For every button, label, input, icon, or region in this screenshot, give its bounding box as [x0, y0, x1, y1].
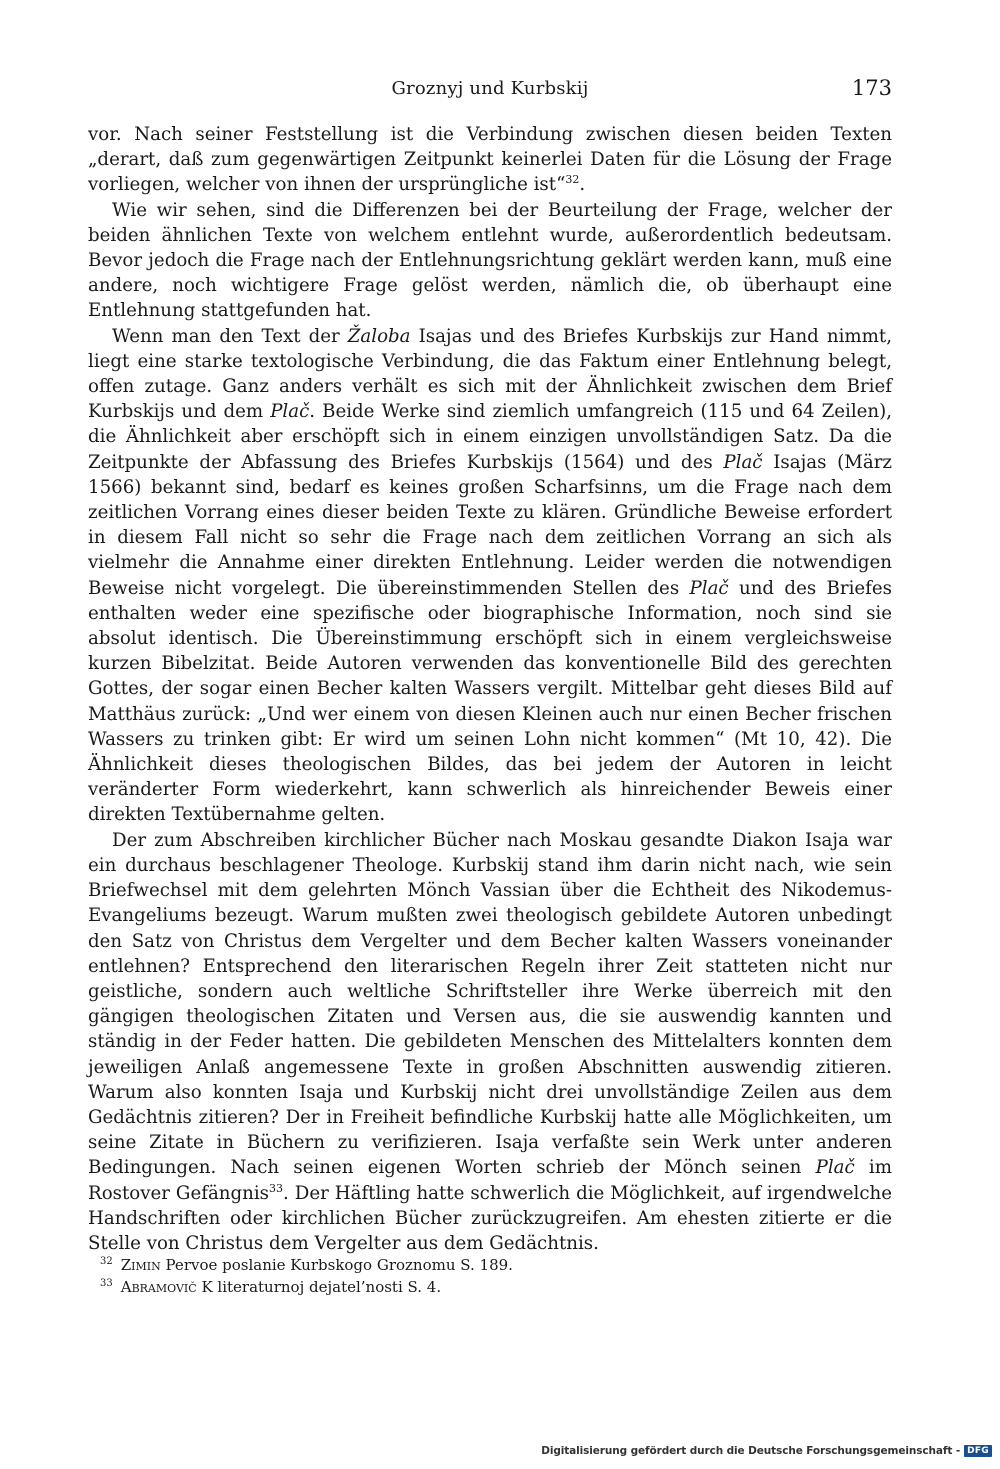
- running-title: Groznyj und Kurbskij: [391, 78, 589, 99]
- dfg-logo: DFG: [964, 1445, 992, 1457]
- paragraph-3: [88, 324, 892, 828]
- footnote-text: K literaturnoj dejatel’nosti S. 4.: [196, 1278, 442, 1296]
- footnote-author: Abramovič: [120, 1278, 197, 1296]
- paragraph-4-text-c: . Der Häftling hatte schwerlich die Möglichkeit, auf irgendwelche Handschriften oder kirchlichen Bücher zurückzugreifen. Am ehesten zitierte er die Stelle von Christus dem Vergelter aus dem Gedächtnis.: [88, 1182, 892, 1254]
- digitization-notice: [541, 1443, 992, 1459]
- paragraph-1: [88, 122, 892, 198]
- footnote-32: [100, 1254, 892, 1276]
- paragraph-3-text-d: Isajas (März 1566) bekannt sind, bedarf es keines großen Scharfsinns, um die Frage nach dem zeitlichen Vorrang eines dieser beiden Texte zu klären. Gründliche Beweise erfordert in diesem Fall nicht so sehr die Frage nach dem zeitlichen Vorrang an sich als vielmehr die Annahme einer direkten Entlehnung. Leider werden die notwendigen Beweise nicht vorgelegt. Die übereinstimmenden Stellen des: [88, 451, 892, 599]
- paragraph-4-text-a: Der zum Abschreiben kirchlicher Bücher nach Moskau gesandte Diakon Isaja war ein durchaus beschlagener Theologe. Kurbskij stand ihm darin nicht nach, wie sein Briefwechsel mit dem gelehrten Mönch Vassian über die Echtheit des Nikodemus-Evangeliums bezeugt. Warum mußten zwei theologisch gebildete Autoren unbedingt den Satz von Christus dem Vergelter und dem Becher kalten Wassers voneinander entlehnen? Entsprechend den literarischen Regeln ihrer Zeit statteten nicht nur geistliche, sondern auch weltliche Schriftsteller ihre Werke überreich mit den gängigen theologischen Zitaten und Versen aus, die sie auswendig kannten und ständig in der Feder hatten. Die gebildeten Menschen des Mittelalters konnten dem jeweiligen Anlaß angemessene Texte in großen Abschnitten auswendig zitieren. Warum also konnten Isaja und Kurbskij nicht drei unvollständige Zeilen aus dem Gedächtnis zitieren? Der in Freiheit befindliche Kurbskij hatte alle Möglichkeiten, um seine Zitate in Büchern zu verifizieren. Isaja verfaßte sein Werk unter anderen Bedingungen. Nach seinen eigenen Worten schrieb der Mönch seinen: [88, 829, 892, 1179]
- paragraph-1-end: .: [579, 174, 586, 196]
- paragraph-4-text-b: im Rostover Gefängnis: [88, 1157, 892, 1204]
- footnotes: [88, 1254, 892, 1298]
- footnote-ref-32[interactable]: 32: [565, 173, 580, 187]
- paragraph-2: Wie wir sehen, sind die Differenzen bei der Beurteilung der Frage, welcher der beiden ähnlichen Texte von welchem entlehnt wurde, außerordentlich bedeutsam. Bevor jedoch die Frage nach der Entlehnungsrichtung geklärt werden kann, muß eine andere, noch wichtigere Frage gelöst werden, nämlich die, ob überhaupt eine Entlehnung stattgefunden hat.: [88, 199, 892, 322]
- footnote-number: 32: [100, 1256, 113, 1267]
- paragraph-3-text-e: und des Briefes enthalten weder eine spezifische oder biographische Information, noch sind sie absolut identisch. Die Übereinstimmung erschöpft sich in einem vergleichsweise kurzen Bibelzitat. Beide Autoren verwenden das konventionelle Bild des gerechten Gottes, der sogar einen Becher kalten Wassers vergilt. Mittelbar geht dieses Bild auf Matthäus zurück: „Und wer einem von diesen Kleinen auch nur einen Becher frischen Wassers zu trinken gibt: Er wird um seinen Lohn nicht kommen“ (Mt 10, 42). Die Ähnlichkeit dieses theologischen Bildes, das bei jedem der Autoren in leicht veränderter Form wiederkehrt, kann schwerlich als hinreichender Beweis einer direkten Textübernahme gelten.: [88, 577, 893, 826]
- title-plac: Plač: [270, 401, 310, 423]
- footnote-author: Zimin: [120, 1256, 161, 1274]
- footnote-33: [100, 1276, 892, 1298]
- footnote-ref-33[interactable]: 33: [269, 1181, 284, 1195]
- digitization-notice-text: Digitalisierung gefördert durch die Deutsche Forschungsgemeinschaft -: [541, 1445, 961, 1457]
- body-text: [88, 122, 892, 1256]
- page-number: 173: [851, 76, 892, 100]
- paragraph-4: [88, 828, 892, 1256]
- title-zaloba: Žaloba: [347, 325, 411, 347]
- paragraph-3-text-b: Isajas und des Briefes Kurbskijs zur Hand nimmt, liegt eine starke textologische Verbindung, die das Faktum einer Entlehnung belegt, offen zutage. Ganz anders verhält es sich mit der Ähnlichkeit zwischen dem Brief Kurbskijs und dem: [88, 325, 892, 423]
- paragraph-3-text-c: . Beide Werke sind ziemlich umfangreich (115 und 64 Zeilen), die Ähnlichkeit aber erschöpft sich in einem einzigen unvollständigen Satz. Da die Zeitpunkte der Abfassung des Briefes Kurbskijs (1564) und des: [88, 401, 892, 473]
- paragraph-3-text-a: Wenn man den Text der: [112, 325, 348, 347]
- page-header: [88, 78, 892, 108]
- footnote-text: Pervoe poslanie Kurbskogo Groznomu S. 189.: [160, 1256, 513, 1274]
- title-plac: Plač: [689, 577, 729, 599]
- title-plac: Plač: [815, 1157, 855, 1179]
- title-plac: Plač: [723, 451, 763, 473]
- footnote-number: 33: [100, 1278, 113, 1289]
- paragraph-1-text: vor. Nach seiner Feststellung ist die Verbindung zwischen diesen beiden Texten „derart, daß zum gegenwärtigen Zeitpunkt keinerlei Daten für die Lösung der Frage vorliegen, welcher von ihnen der ursprüngliche ist“: [88, 124, 892, 196]
